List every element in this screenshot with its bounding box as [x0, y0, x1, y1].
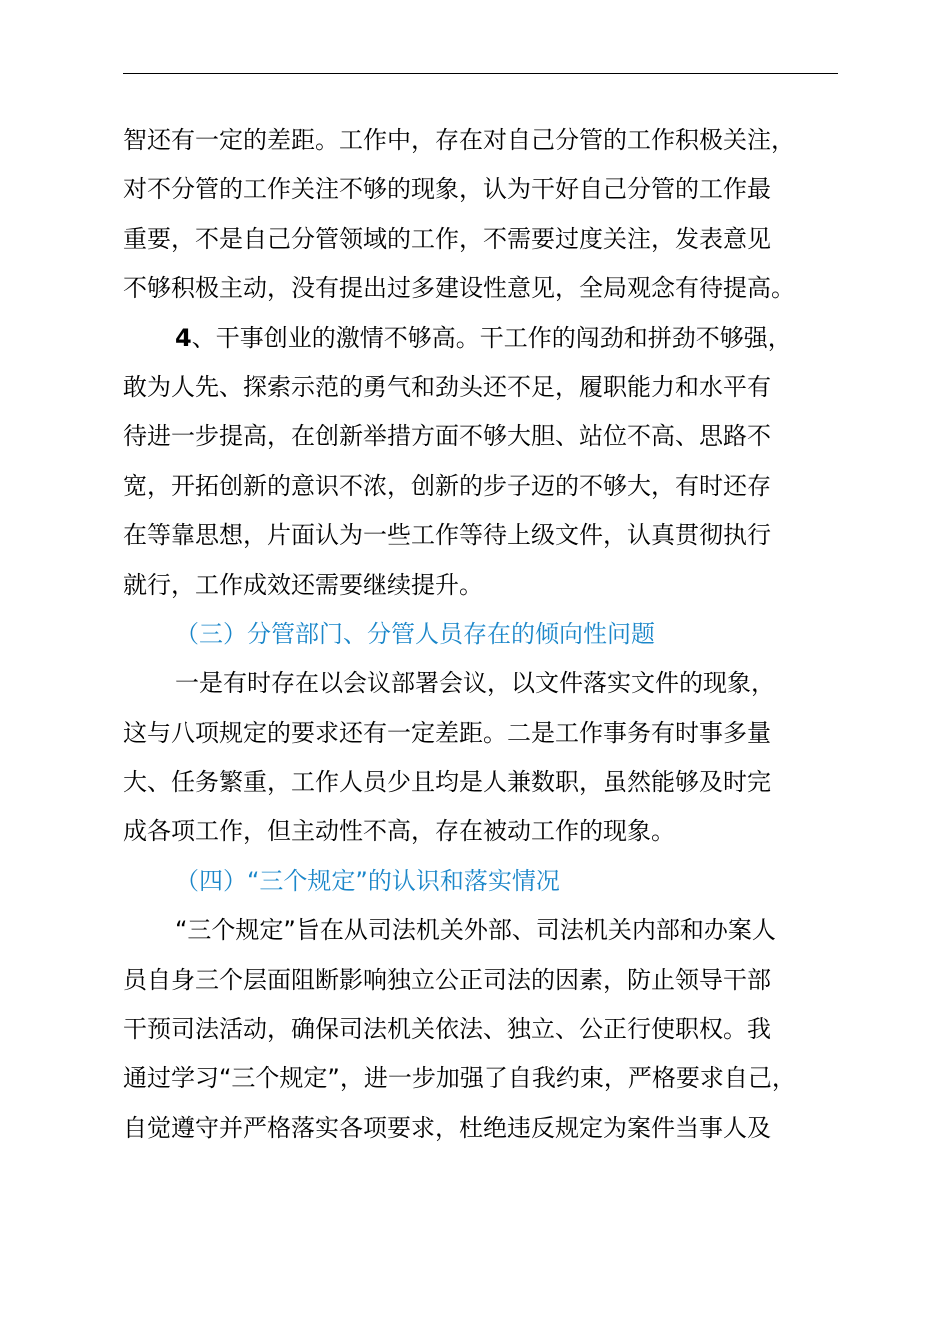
text-line: 成各项工作，但主动性不高，存在被动工作的现象。: [123, 817, 675, 846]
text-line: 不够积极主动，没有提出过多建设性意见，全局观念有待提高。: [123, 274, 795, 303]
text-line: [123, 314, 853, 363]
text-line: 在等靠思想，片面认为一些工作等待上级文件，认真贯彻执行: [123, 521, 771, 550]
text-line: 敢为人先、探索示范的勇气和劲头还不足，履职能力和水平有: [123, 372, 771, 401]
text-line: 宽，开拓创新的意识不浓，创新的步子迈的不够大，有时还存: [123, 471, 771, 500]
text-line: “三个规定”旨在从司法机关外部、司法机关内部和办案人: [175, 916, 776, 945]
item-text: 、干事创业的激情不够高。干工作的闯劲和拼劲不够强，: [191, 323, 792, 352]
text-line: 大、任务繁重，工作人员少且均是人兼数职，虽然能够及时完: [123, 768, 771, 797]
text-line: 智还有一定的差距。工作中，存在对自己分管的工作积极关注，: [123, 126, 795, 154]
text-line: 这与八项规定的要求还有一定差距。二是工作事务有时事多量: [123, 718, 771, 747]
text-line: 自觉遵守并严格落实各项要求，杜绝违反规定为案件当事人及: [123, 1113, 771, 1142]
text-line: 一是有时存在以会议部署会议，以文件落实文件的现象，: [175, 669, 775, 698]
text-line: 对不分管的工作关注不够的现象，认为干好自己分管的工作最: [123, 175, 771, 204]
item-number: 4: [175, 323, 192, 352]
text-line: 重要，不是自己分管领域的工作，不需要过度关注，发表意见: [123, 224, 771, 253]
document-body: [123, 116, 853, 1153]
section-heading: （三）分管部门、分管人员存在的倾向性问题: [175, 619, 655, 648]
text-line: 待进一步提高，在创新举措方面不够大胆、站位不高、思路不: [123, 422, 771, 451]
text-line: 干预司法活动，确保司法机关依法、独立、公正行使职权。我: [123, 1015, 771, 1044]
section-heading: （四）“三个规定”的认识和落实情况: [175, 866, 560, 895]
text-line: 员自身三个层面阻断影响独立公正司法的因素，防止领导干部: [123, 965, 771, 994]
text-line: 通过学习“三个规定”，进一步加强了自我约束，严格要求自己，: [123, 1064, 796, 1093]
text-line: 就行，工作成效还需要继续提升。: [123, 570, 483, 599]
header-rule: [123, 73, 838, 74]
